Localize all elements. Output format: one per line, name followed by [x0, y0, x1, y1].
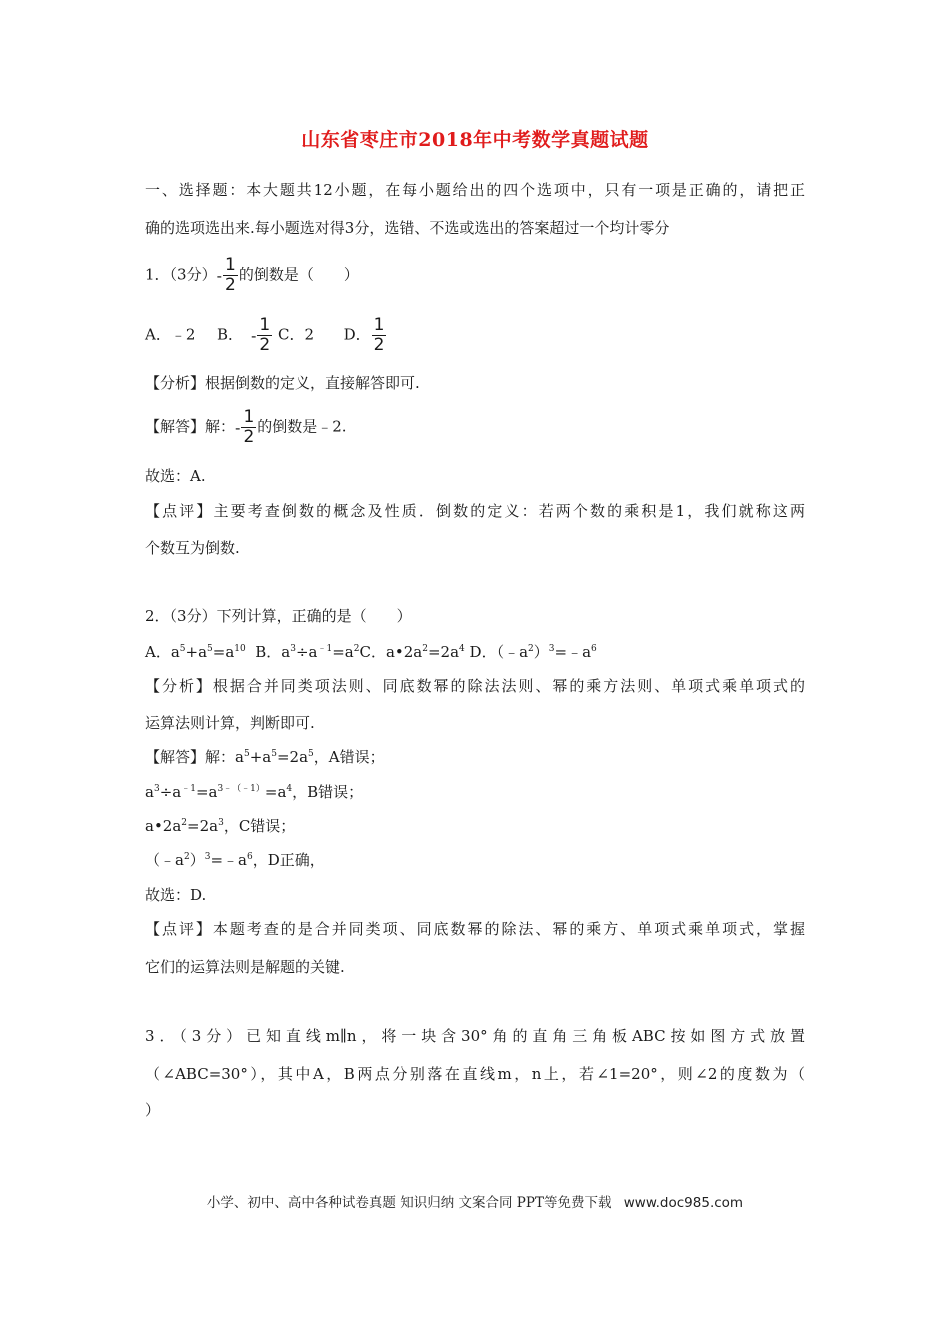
option-a: A．﹣2	[145, 325, 196, 344]
answer-suffix: 的倒数是﹣2.	[257, 417, 347, 436]
fraction-denominator: 2	[259, 335, 271, 355]
question-1-suffix: 的倒数是（ ）	[238, 265, 359, 284]
page-footer	[0, 1191, 950, 1211]
option-d-fraction	[372, 316, 387, 355]
fraction-denominator: 2	[243, 427, 255, 447]
answer-label: 【解答】解：	[145, 417, 236, 436]
option-c: C．2	[278, 325, 315, 344]
question-1-options	[145, 316, 387, 355]
fraction-numerator: 1	[225, 255, 236, 275]
question-2-stem: 2．（3分）下列计算，正确的是（ ）	[145, 607, 412, 625]
verdict-c: ，C错误；	[223, 817, 296, 835]
footer-url: www.doc985.com	[623, 1195, 744, 1211]
question-2-answer-d: $(﹣a^2)^3=﹣a^6$，D正确，	[145, 851, 325, 869]
question-2-options: A．$a^5+a^5=a^{10}$ B．$a^3\div a^{﹣1}=a^2C$．$a•2a^2=2a^4$ D．$(﹣a^2)^3=﹣a^6$	[145, 643, 597, 661]
section-intro-line-2: 确的选项选出来.每小题选对得3分，选错、不选或选出的答案超过一个均计零分	[145, 219, 670, 237]
fraction-denominator: 2	[225, 275, 236, 295]
minus-sign: -	[216, 266, 223, 285]
verdict-a: ，A错误；	[313, 748, 385, 766]
footer-text: 小学、初中、高中各种试卷真题 知识归纳 文案合同 PPT等免费下载	[206, 1195, 612, 1211]
question-1-stem	[145, 256, 359, 295]
verdict-b: ，B错误；	[292, 783, 364, 801]
question-2-analysis-line-2: 运算法则计算，判断即可.	[145, 714, 315, 732]
option-b-label: B．	[216, 325, 243, 344]
question-2-comment-line-2: 它们的运算法则是解题的关键.	[145, 958, 345, 976]
fraction-numerator: 1	[259, 315, 271, 335]
question-2-choice: 故选：D.	[145, 886, 207, 904]
option-d-label: D．	[343, 325, 371, 344]
page-title: 山东省枣庄市2018年中考数学真题试题	[301, 129, 649, 151]
fraction-numerator: 1	[243, 407, 255, 427]
question-2-comment-line-1: 【点评】本题考查的是合并同类项、同底数幂的除法、幂的乘方、单项式乘单项式，掌握	[145, 920, 805, 938]
verdict-d: ，D正确，	[252, 851, 325, 869]
answer-label: 【解答】解：	[145, 748, 236, 766]
question-1-choice: 故选：A.	[145, 467, 206, 485]
question-1-number: 1．（3分）	[145, 265, 217, 284]
fraction-one-half	[241, 408, 256, 447]
question-1-comment-line-2: 个数互为倒数.	[145, 539, 240, 557]
question-2-answer-c: $a•2a^2=2a^3$，C错误；	[145, 817, 296, 835]
question-3-line-3: ）	[145, 1101, 161, 1119]
minus-sign: -	[235, 418, 241, 437]
question-1-comment-line-1: 【点评】主要考查倒数的概念及性质．倒数的定义：若两个数的乘积是1，我们就称这两	[145, 502, 805, 520]
fraction-denominator: 2	[373, 335, 385, 355]
question-1-analysis: 【分析】根据倒数的定义，直接解答即可.	[145, 374, 420, 392]
section-intro-line-1: 一、选择题：本大题共12小题，在每小题给出的四个选项中，只有一项是正确的，请把正	[145, 181, 805, 199]
option-b-fraction	[257, 316, 272, 355]
question-3-line-2: （∠ABC=30°），其中A，B两点分别落在直线m，n上，若∠1=20°，则∠2的度数为（	[145, 1065, 805, 1083]
minus-sign: -	[250, 326, 257, 345]
question-3-line-1: 3．（3分）已知直线m∥n，将一块含30°角的直角三角板ABC按如图方式放置	[145, 1027, 805, 1045]
question-2-answer-b: $a^3\div a^{﹣1}=a^{3﹣(﹣1)}=a^4$，B错误；	[145, 783, 364, 801]
fraction-one-half	[223, 256, 238, 295]
question-2-analysis-line-1: 【分析】根据合并同类项法则、同底数幂的除法法则、幂的乘方法则、单项式乘单项式的	[145, 677, 805, 695]
question-2-answer-a: 【解答】解：$a^5+a^5=2a^5$，A错误；	[145, 748, 385, 766]
fraction-numerator: 1	[373, 315, 385, 335]
question-1-answer	[145, 408, 347, 447]
